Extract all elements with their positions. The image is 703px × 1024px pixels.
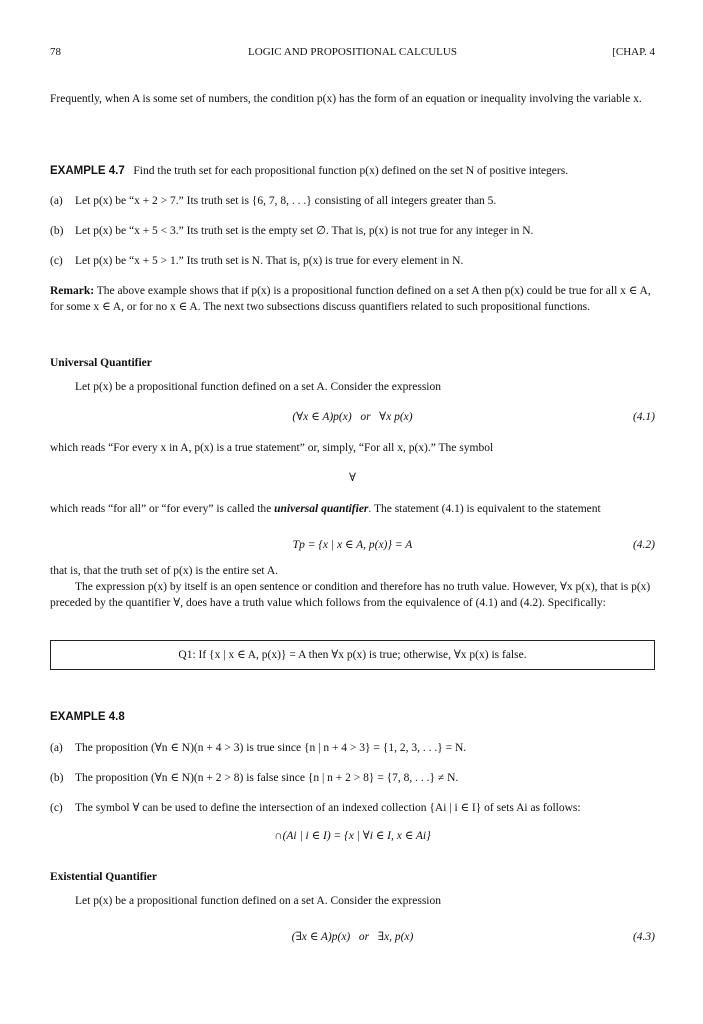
example-item	[50, 800, 655, 816]
item-label: (c)	[50, 255, 63, 267]
equation-4-1	[50, 409, 655, 425]
item-text: Let p(x) be “x + 5 < 3.” Its truth set is the empty set ∅. That is, p(x) is not true for any integer in N.	[75, 225, 534, 237]
example-label: EXAMPLE 4.8	[50, 711, 125, 723]
item-text: Let p(x) be “x + 5 > 1.” Its truth set is N. That is, p(x) is true for every element in N.	[75, 255, 464, 267]
forall-symbol: ∀	[349, 472, 356, 484]
universal-paragraph-1: Let p(x) be a propositional function defined on a set A. Consider the expression	[75, 381, 441, 393]
page-number: 78	[50, 46, 61, 58]
item-text: The symbol ∀ can be used to define the intersection of an indexed collection {Ai | i ∈ I} of sets Ai as follows:	[75, 802, 581, 814]
existential-quantifier-heading: Existential Quantifier	[50, 871, 158, 883]
equation-number: (4.3)	[632, 931, 655, 943]
item-label: (c)	[50, 802, 63, 814]
example-label: EXAMPLE 4.7	[50, 165, 125, 177]
item-label: (a)	[50, 742, 63, 754]
remark-text: The above example shows that if p(x) is a propositional function defined on a set A then p(x) could be true for all x ∈ A, for some x ∈ A, or for no x ∈ A. The next two subsections discuss quantifiers related to such propositional functions.	[50, 285, 651, 313]
equation-4-3	[50, 929, 655, 945]
example-item	[50, 223, 655, 239]
existential-paragraph-1: Let p(x) be a propositional function defined on a set A. Consider the expression	[75, 895, 441, 907]
example-4-7-heading	[50, 163, 655, 179]
example-item	[50, 253, 655, 269]
item-label: (a)	[50, 195, 63, 207]
q1-statement-box	[50, 640, 655, 670]
remark-label: Remark:	[50, 285, 95, 297]
universal-paragraph-5: The expression p(x) by itself is an open sentence or condition and therefore has no truth value. However, ∀x p(x), that is p(x) preceded by the quantifier ∀, does have a truth value which follows from the equivalence of (4.1) and (4.2). Specifically:	[50, 581, 651, 609]
p3-part-b: . The statement (4.1) is equivalent to the statement	[368, 503, 601, 515]
example-text: Find the truth set for each propositional function p(x) defined on the set N of positive integers.	[133, 165, 569, 177]
intersection-equation	[50, 828, 655, 844]
equation-number: (4.1)	[632, 411, 655, 423]
equation-text: (∀x ∈ A)p(x) or ∀x p(x)	[292, 411, 413, 423]
intro-paragraph: Frequently, when A is some set of numbers, the condition p(x) has the form of an equation or inequality involving the variable x.	[50, 93, 642, 105]
q1-statement: Q1: If {x | x ∈ A, p(x)} = A then ∀x p(x) is true; otherwise, ∀x p(x) is false.	[178, 649, 527, 661]
example-item	[50, 193, 655, 209]
example-4-8-heading	[50, 709, 655, 725]
page-header	[50, 44, 655, 60]
item-text: The proposition (∀n ∈ N)(n + 2 > 8) is false since {n | n + 2 > 8} = {7, 8, . . .} ≠ N.	[75, 772, 459, 784]
universal-paragraph-3	[50, 501, 655, 517]
item-text: The proposition (∀n ∈ N)(n + 4 > 3) is true since {n | n + 4 > 3} = {1, 2, 3, . . .} = N.	[75, 742, 467, 754]
equation-number: (4.2)	[632, 539, 655, 551]
example-item	[50, 740, 655, 756]
p3-part-a: which reads “for all” or “for every” is called the	[50, 503, 275, 515]
universal-paragraph-2: which reads “For every x in A, p(x) is a true statement” or, simply, “For all x, p(x).” The symbol	[50, 442, 494, 454]
universal-quantifier-term: universal quantifier	[274, 503, 369, 515]
universal-paragraph-4: that is, that the truth set of p(x) is the entire set A.	[50, 565, 279, 577]
remark-paragraph	[50, 283, 655, 315]
example-item	[50, 770, 655, 786]
equation-text: (∃x ∈ A)p(x) or ∃x, p(x)	[291, 931, 414, 943]
equation-text: Tp = {x | x ∈ A, p(x)} = A	[292, 539, 413, 551]
equation-text: ∩(Ai | i ∈ I) = {x | ∀i ∈ I, x ∈ Ai}	[274, 830, 431, 842]
universal-quantifier-heading: Universal Quantifier	[50, 357, 152, 369]
equation-4-2	[50, 537, 655, 553]
running-title: LOGIC AND PROPOSITIONAL CALCULUS	[248, 46, 457, 58]
chapter-label: [CHAP. 4	[612, 46, 655, 58]
item-label: (b)	[50, 225, 64, 237]
item-label: (b)	[50, 772, 64, 784]
item-text: Let p(x) be “x + 2 > 7.” Its truth set is {6, 7, 8, . . .} consisting of all integers greater than 5.	[75, 195, 497, 207]
